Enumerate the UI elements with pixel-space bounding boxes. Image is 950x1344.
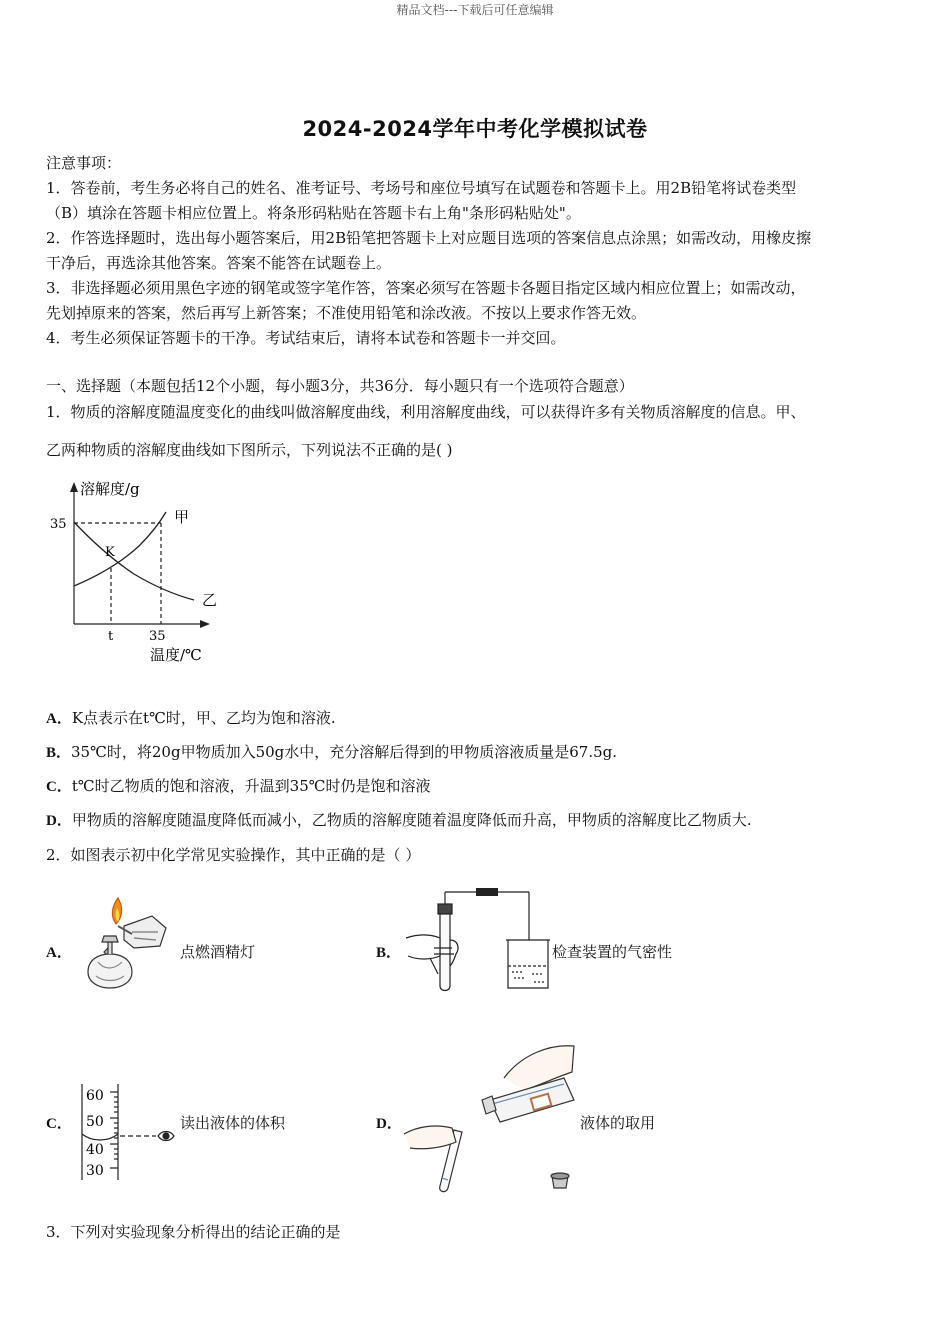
q1-option-d bbox=[46, 809, 752, 830]
x-axis-label: 温度/℃ bbox=[150, 646, 202, 664]
notes-line: 先划掉原来的答案，然后再写上新答案；不准使用铅笔和涂改液。不按以上要求作答无效。 bbox=[46, 304, 647, 322]
q1-stem-line2: 乙两种物质的溶解度曲线如下图所示，下列说法不正确的是( ) bbox=[46, 441, 453, 459]
notes-heading: 注意事项： bbox=[46, 154, 122, 172]
option-text: 35℃时，将20g甲物质加入50g水中，充分溶解后得到的甲物质溶液质量是67.5g. bbox=[71, 743, 618, 761]
option-label: A． bbox=[46, 711, 72, 727]
option-text: 甲物质的溶解度随温度降低而减小，乙物质的溶解度随着温度降低而升高，甲物质的溶解度比乙物质大. bbox=[71, 811, 752, 829]
x-tick-t: t bbox=[108, 629, 114, 644]
q2-option-a-label: A． bbox=[46, 945, 72, 961]
x-tick-35: 35 bbox=[149, 629, 166, 644]
option-label: C． bbox=[46, 779, 72, 795]
stopper-icon bbox=[438, 904, 452, 914]
page-title: 2024-2024学年中考化学模拟试卷 bbox=[302, 117, 648, 141]
q2-option-b-label: B． bbox=[376, 945, 402, 961]
liquid-pouring-illustration bbox=[404, 1038, 580, 1194]
q2-option-d-caption: 液体的取用 bbox=[580, 1114, 656, 1132]
q1-stem-line1: 1．物质的溶解度随温度变化的曲线叫做溶解度曲线，利用溶解度曲线，可以获得许多有关物质溶解度的信息。甲、 bbox=[46, 403, 806, 421]
q2-option-a-caption: 点燃酒精灯 bbox=[180, 943, 256, 961]
notes-line: 3．非选择题必须用黑色字迹的钢笔或签字笔作答，答案必须写在答题卡各题目指定区域内相应位置上；如需改动， bbox=[46, 279, 806, 297]
section-heading: 一、选择题（本题包括12个小题，每小题3分，共36分．每小题只有一个选项符合题意） bbox=[46, 377, 634, 395]
x-axis-arrow bbox=[200, 620, 210, 628]
alcohol-lamp-lighting-illustration bbox=[74, 890, 174, 1000]
y-tick-35: 35 bbox=[50, 517, 67, 532]
scale-label-40: 40 bbox=[86, 1142, 104, 1158]
curve-yi-label: 乙 bbox=[202, 591, 218, 609]
option-text: t℃时乙物质的饱和溶液，升温到35℃时仍是饱和溶液 bbox=[71, 777, 431, 795]
y-axis-arrow bbox=[70, 482, 78, 492]
notes-line: 2．作答选择题时，选出每小题答案后，用2B铅笔把答题卡上对应题目选项的答案信息点涂黑；如需改动，用橡皮擦 bbox=[46, 229, 812, 247]
q1-option-c bbox=[46, 775, 431, 796]
q3-stem: 3．下列对实验现象分析得出的结论正确的是 bbox=[46, 1223, 341, 1241]
graduated-cylinder-illustration bbox=[76, 1082, 180, 1184]
y-axis-label: 溶解度/g bbox=[80, 480, 140, 498]
option-label: B． bbox=[46, 745, 72, 761]
scale-label-60: 60 bbox=[86, 1088, 104, 1104]
scale-label-30: 30 bbox=[86, 1163, 104, 1179]
q2-stem: 2．如图表示初中化学常见实验操作，其中正确的是（ ） bbox=[46, 846, 421, 864]
q2-option-d-label: D． bbox=[376, 1116, 402, 1132]
option-label: D． bbox=[46, 813, 72, 829]
header-note: 精品文档---下载后可任意编辑 bbox=[396, 3, 554, 17]
curve-jia-label: 甲 bbox=[174, 508, 190, 526]
notes-line: 4．考生必须保证答题卡的干净。考试结束后，请将本试卷和答题卡一并交回。 bbox=[46, 329, 566, 347]
rubber-tube-icon bbox=[476, 888, 498, 896]
q2-option-b-caption: 检查装置的气密性 bbox=[552, 943, 673, 961]
meniscus-icon bbox=[82, 1134, 118, 1140]
notes-line: 干净后，再选涂其他答案。答案不能答在试题卷上。 bbox=[46, 254, 392, 272]
hand-icon bbox=[406, 935, 440, 959]
curve-yi bbox=[74, 522, 194, 600]
q1-option-a bbox=[46, 707, 336, 728]
option-text: K点表示在t℃时，甲、乙均为饱和溶液. bbox=[71, 709, 336, 727]
notes-line: 1．答卷前，考生务必将自己的姓名、准考证号、考场号和座位号填写在试题卷和答题卡上。用2B铅笔将试卷类型 bbox=[46, 179, 797, 197]
alcohol-lamp-icon bbox=[88, 954, 132, 988]
q2-option-c-caption: 读出液体的体积 bbox=[180, 1114, 286, 1132]
holding-hand-icon bbox=[404, 1126, 456, 1149]
q2-option-c-label: C． bbox=[46, 1116, 72, 1132]
notes-line: （B）填涂在答题卡相应位置上。将条形码粘贴在答题卡右上角"条形码粘贴处"。 bbox=[46, 204, 581, 222]
q1-option-b bbox=[46, 741, 617, 762]
scale-label-50: 50 bbox=[86, 1114, 104, 1130]
point-k-label: K bbox=[105, 545, 115, 560]
airtightness-check-illustration bbox=[404, 882, 554, 994]
beaker-icon bbox=[508, 940, 548, 988]
test-tube-icon bbox=[440, 912, 450, 991]
solubility-graph bbox=[44, 474, 234, 670]
